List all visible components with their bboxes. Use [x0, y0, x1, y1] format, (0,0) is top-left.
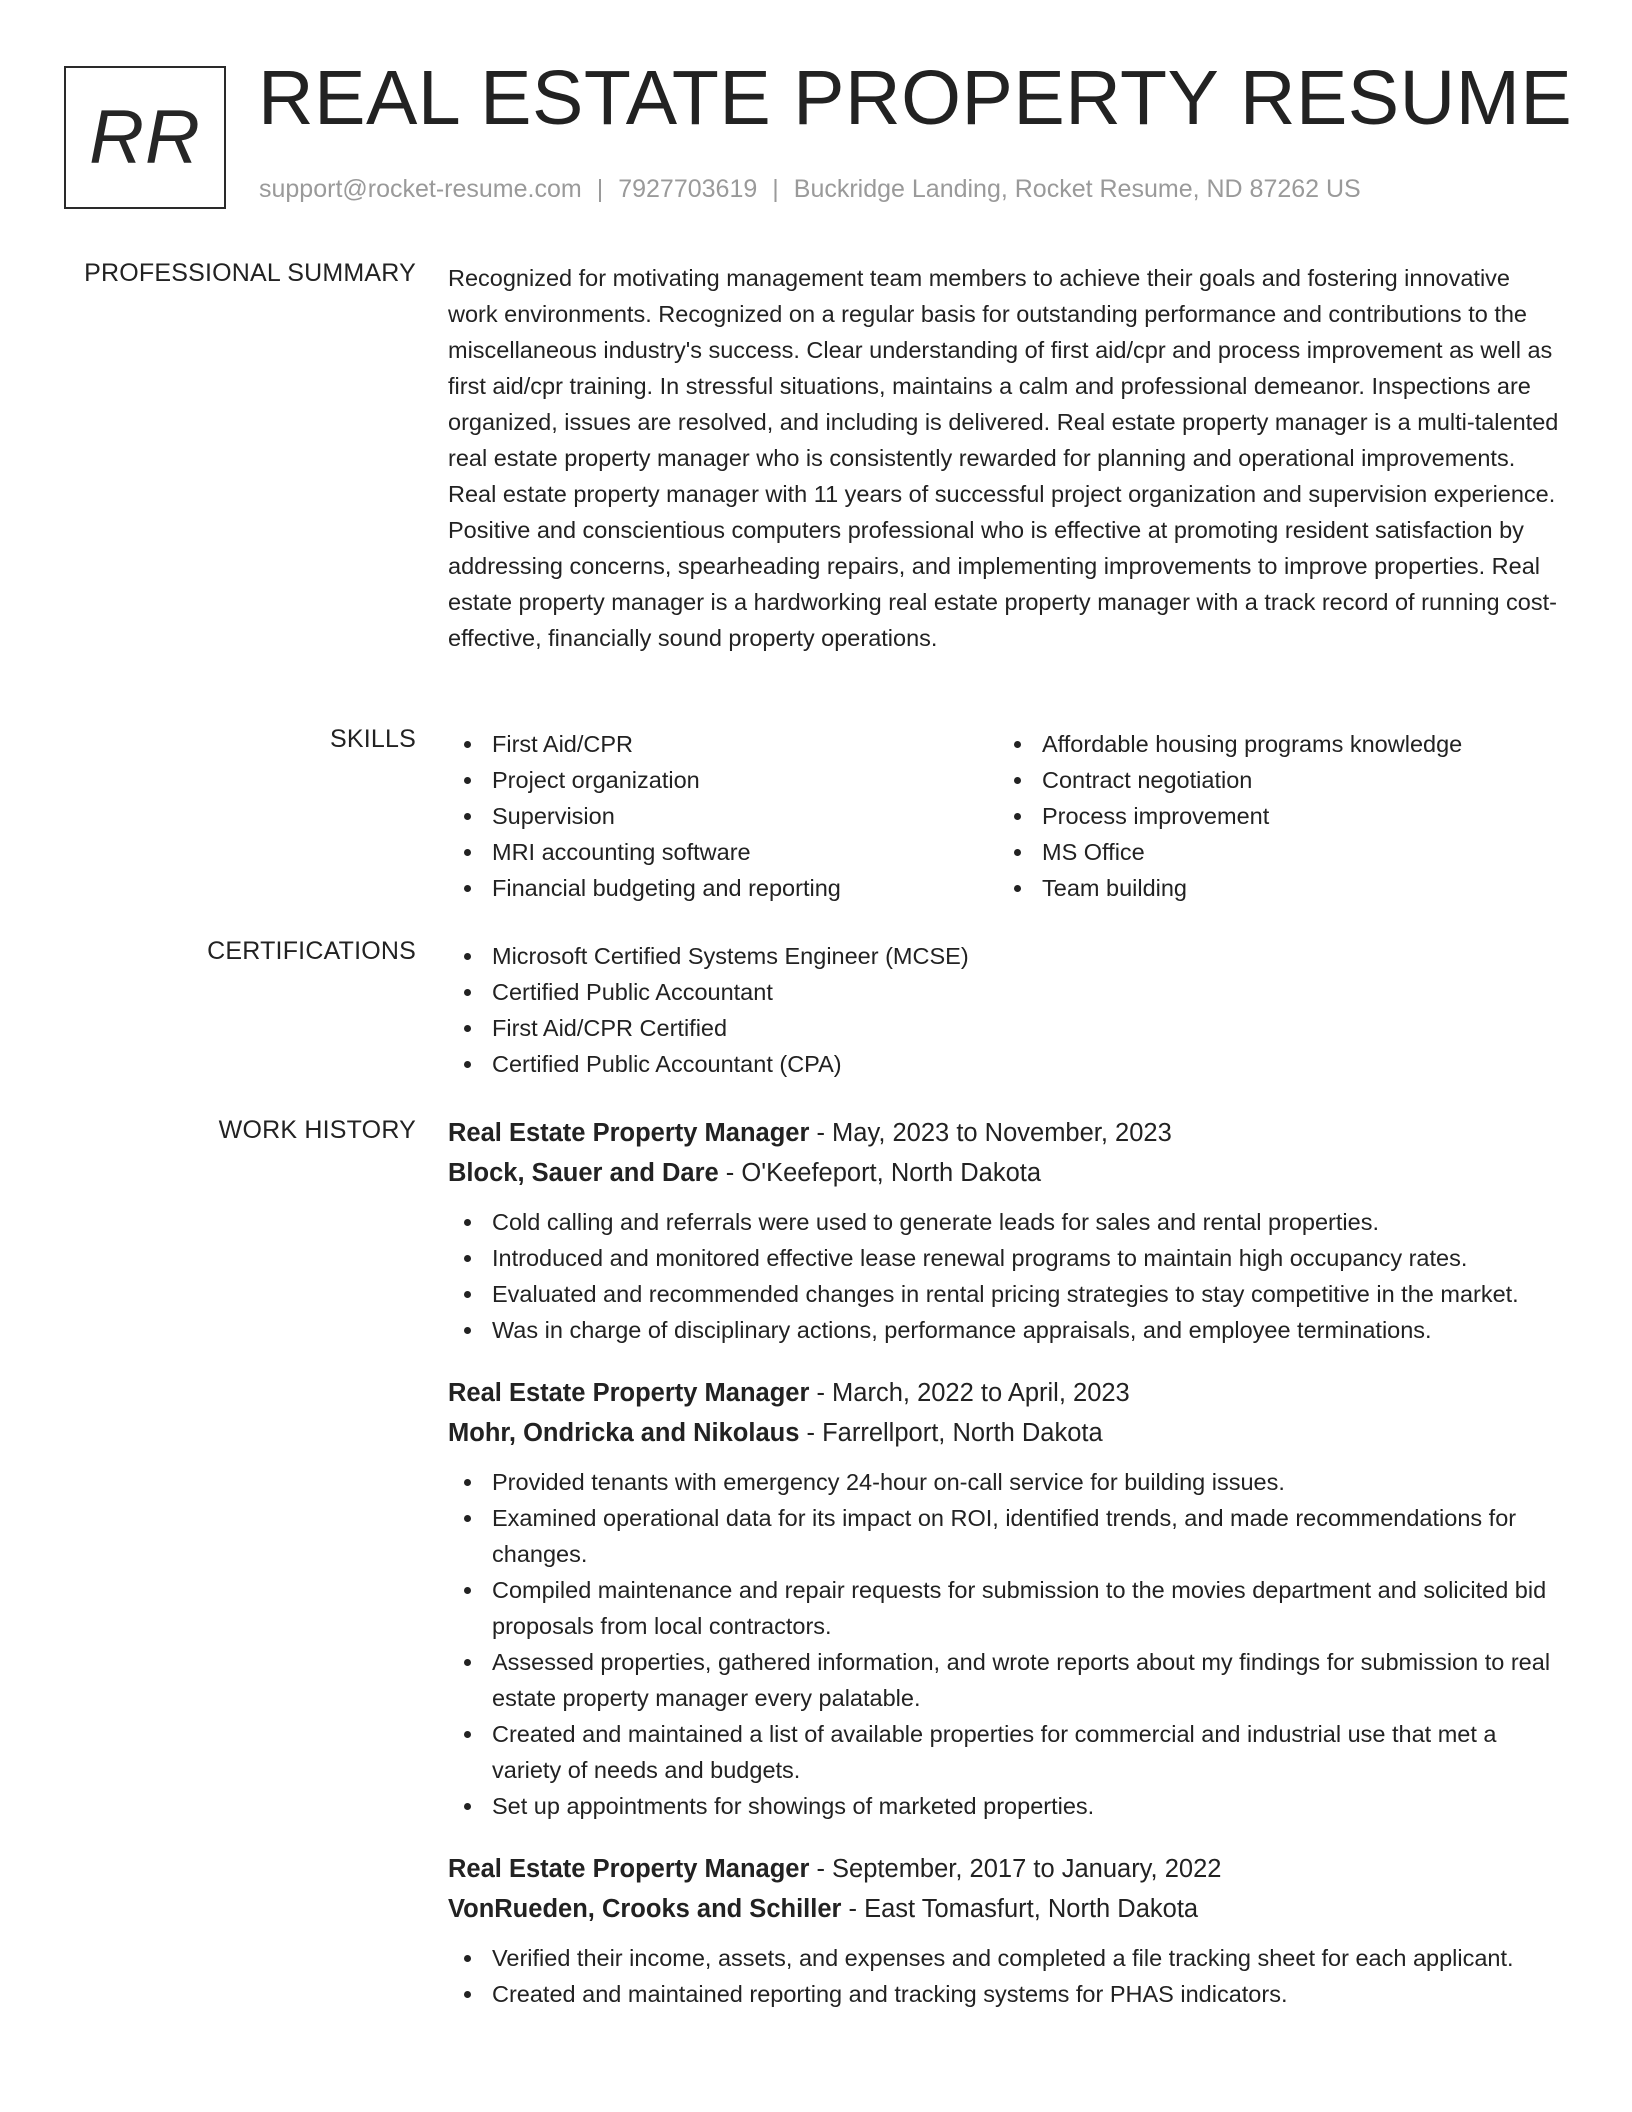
job-bullets	[448, 1204, 1566, 1348]
skill-item: Team building	[998, 870, 1548, 906]
job-dates: - May, 2023 to November, 2023	[809, 1119, 1172, 1147]
work-history-body	[448, 1113, 1566, 2037]
section-label-skills: SKILLS	[330, 725, 416, 753]
contact-separator: |	[772, 175, 779, 203]
job-company: Block, Sauer and Dare	[448, 1159, 719, 1187]
skills-list-right	[998, 726, 1548, 906]
job-company-line	[448, 1153, 1566, 1193]
job-company: VonRueden, Crooks and Schiller	[448, 1895, 842, 1923]
skills-columns	[448, 726, 1566, 906]
skill-item: MS Office	[998, 834, 1548, 870]
job-bullets	[448, 1464, 1566, 1824]
certifications-body	[448, 938, 1566, 1082]
section-label-work-history: WORK HISTORY	[218, 1116, 416, 1144]
job-bullets	[448, 1940, 1566, 2012]
section-label-certifications: CERTIFICATIONS	[207, 937, 416, 965]
job-title: Real Estate Property Manager	[448, 1379, 810, 1407]
monogram-box	[64, 66, 226, 209]
job-location: - East Tomasfurt, North Dakota	[841, 1895, 1199, 1923]
certification-item: Certified Public Accountant (CPA)	[448, 1046, 1566, 1082]
resume-title: REAL ESTATE PROPERTY RESUME	[258, 55, 1573, 141]
skills-list-left	[448, 726, 998, 906]
job-entry	[448, 1849, 1566, 2012]
skill-item: Contract negotiation	[998, 762, 1548, 798]
job-title-line	[448, 1373, 1566, 1413]
certifications-list	[448, 938, 1566, 1082]
job-title-line	[448, 1849, 1566, 1889]
job-title-line	[448, 1113, 1566, 1153]
job-dates: - September, 2017 to January, 2022	[809, 1855, 1222, 1883]
job-bullet: Provided tenants with emergency 24-hour on-call service for building issues.	[448, 1464, 1566, 1500]
job-title: Real Estate Property Manager	[448, 1119, 810, 1147]
job-dates: - March, 2022 to April, 2023	[809, 1379, 1130, 1407]
job-entry	[448, 1113, 1566, 1348]
skill-item: Affordable housing programs knowledge	[998, 726, 1548, 762]
contact-separator: |	[596, 175, 604, 203]
job-location: - Farrellport, North Dakota	[799, 1419, 1103, 1447]
certification-item: Microsoft Certified Systems Engineer (MCSE)	[448, 938, 1566, 974]
certification-item: Certified Public Accountant	[448, 974, 1566, 1010]
job-bullet: Introduced and monitored effective lease renewal programs to maintain high occupancy rates.	[448, 1240, 1566, 1276]
job-bullet: Assessed properties, gathered information, and wrote reports about my findings for submission to real estate property manager every palatable.	[448, 1644, 1566, 1716]
job-location: - O'Keefeport, North Dakota	[718, 1159, 1042, 1187]
section-label-summary: PROFESSIONAL SUMMARY	[84, 259, 416, 287]
skill-item: First Aid/CPR	[448, 726, 998, 762]
job-company-line	[448, 1889, 1566, 1929]
certification-item: First Aid/CPR Certified	[448, 1010, 1566, 1046]
summary-text: Recognized for motivating management team members to achieve their goals and fostering innovative work environments. Recognized on a regular basis for outstanding performance and contributions to the miscellaneous industry's success. Clear understanding of first aid/cpr and process improvement as well as first aid/cpr training. In stressful situations, maintains a calm and professional demeanor. Inspections are organized, issues are resolved, and including is delivered. Real estate property manager is a multi-talented real estate property manager who is consistently rewarded for planning and operational improvements. Real estate property manager with 11 years of successful project organization and supervision experience. Positive and conscientious computers professional who is effective at promoting resident satisfaction by addressing concerns, spearheading repairs, and implementing improvements to improve properties. Real estate property manager is a hardworking real estate property manager with a track record of running cost-effective, financially sound property operations.	[448, 265, 1559, 651]
job-bullet: Evaluated and recommended changes in rental pricing strategies to stay competitive in the market.	[448, 1276, 1566, 1312]
job-title: Real Estate Property Manager	[448, 1855, 810, 1883]
job-company: Mohr, Ondricka and Nikolaus	[448, 1419, 800, 1447]
monogram-initials: RR	[89, 95, 201, 180]
job-bullet: Set up appointments for showings of marketed properties.	[448, 1788, 1566, 1824]
skill-item: Project organization	[448, 762, 998, 798]
contact-email[interactable]: support@rocket-resume.com	[259, 175, 582, 203]
skill-item: Process improvement	[998, 798, 1548, 834]
skill-item: Supervision	[448, 798, 998, 834]
skill-item: MRI accounting software	[448, 834, 998, 870]
skill-item: Financial budgeting and reporting	[448, 870, 998, 906]
job-bullet: Cold calling and referrals were used to generate leads for sales and rental properties.	[448, 1204, 1566, 1240]
contact-address: Buckridge Landing, Rocket Resume, ND 87262 US	[793, 175, 1361, 203]
job-company-line	[448, 1413, 1566, 1453]
job-entry	[448, 1373, 1566, 1824]
job-bullet: Was in charge of disciplinary actions, performance appraisals, and employee terminations.	[448, 1312, 1566, 1348]
job-bullet: Verified their income, assets, and expenses and completed a file tracking sheet for each applicant.	[448, 1940, 1566, 1976]
job-bullet: Examined operational data for its impact on ROI, identified trends, and made recommendations for changes.	[448, 1500, 1566, 1572]
contact-line	[259, 175, 1361, 204]
contact-phone[interactable]: 7927703619	[618, 175, 758, 203]
job-bullet: Created and maintained a list of available properties for commercial and industrial use that met a variety of needs and budgets.	[448, 1716, 1566, 1788]
job-bullet: Compiled maintenance and repair requests for submission to the movies department and solicited bid proposals from local contractors.	[448, 1572, 1566, 1644]
job-bullet: Created and maintained reporting and tracking systems for PHAS indicators.	[448, 1976, 1566, 2012]
